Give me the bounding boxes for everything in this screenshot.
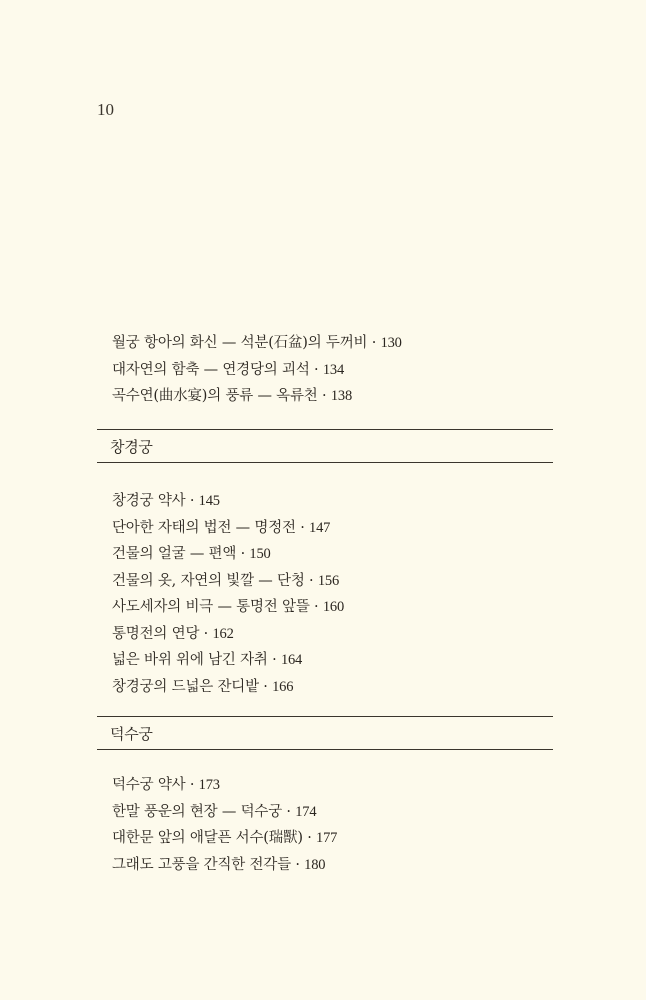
toc-entry-title: 통명전의 연당 ·	[112, 625, 213, 642]
toc-list	[112, 330, 402, 410]
toc-entry-title: 곡수연(曲水宴)의 풍류 — 옥류천 ·	[112, 388, 331, 404]
section-header-deoksugung	[97, 716, 553, 750]
toc-entry-title: 한말 풍운의 현장 — 덕수궁 ·	[112, 803, 296, 820]
toc-entry	[112, 852, 337, 879]
toc-entry-page: 166	[272, 678, 294, 695]
toc-entry	[112, 594, 344, 621]
toc-entry-page: 138	[330, 388, 352, 404]
section-header-changgyeonggung	[97, 429, 553, 463]
page-number: 10	[97, 100, 114, 119]
toc-entry	[112, 515, 344, 542]
toc-entry-title: 창경궁 약사 ·	[112, 493, 199, 509]
toc-entry-page: 134	[322, 361, 345, 378]
toc-entry-page: 147	[309, 519, 331, 536]
toc-entry-page: 160	[322, 599, 345, 615]
toc-entry-title: 월궁 항아의 화신 — 석분(石盆)의 두꺼비 ·	[112, 335, 381, 351]
toc-entry-page: 162	[212, 625, 234, 642]
toc-entry-title: 넓은 바위 위에 남긴 자취 ·	[112, 652, 281, 668]
toc-entry-page: 130	[380, 335, 402, 351]
toc-entry	[112, 772, 337, 799]
toc-entry-page: 150	[249, 546, 271, 562]
toc-entry-page: 164	[280, 652, 303, 668]
toc-entry	[112, 488, 344, 515]
toc-entry-title: 단아한 자태의 법전 — 명정전 ·	[112, 519, 310, 536]
toc-entry	[112, 825, 337, 852]
toc-entry	[112, 330, 402, 357]
toc-entry	[112, 357, 402, 384]
toc-entry-page: 156	[317, 572, 340, 589]
toc-entry-page: 174	[295, 803, 317, 820]
toc-list	[112, 772, 337, 878]
toc-entry	[112, 647, 344, 674]
toc-entry	[112, 568, 344, 595]
toc-entry-page: 177	[316, 830, 338, 846]
toc-entry	[112, 674, 344, 701]
section-title: 창경궁	[110, 438, 153, 456]
toc-entry-page: 180	[304, 856, 326, 873]
toc-entry-page: 173	[198, 777, 220, 793]
toc-entry-title: 대자연의 함축 — 연경당의 괴석 ·	[112, 361, 323, 378]
toc-entry	[112, 541, 344, 568]
toc-entry-title: 그래도 고풍을 간직한 전각들 ·	[112, 856, 305, 873]
toc-entry-title: 건물의 옷, 자연의 빛깔 — 단청 ·	[112, 572, 318, 589]
toc-entry-title: 대한문 앞의 애달픈 서수(瑞獸) ·	[112, 830, 317, 846]
toc-entry-title: 덕수궁 약사 ·	[112, 777, 199, 793]
toc-entry	[112, 621, 344, 648]
toc-entry	[112, 383, 402, 410]
toc-entry-page: 145	[198, 493, 220, 509]
toc-entry-title: 건물의 얼굴 — 편액 ·	[112, 546, 250, 562]
toc-entry-title: 창경궁의 드넓은 잔디밭 ·	[112, 678, 273, 695]
section-title: 덕수궁	[110, 725, 153, 743]
toc-entry-title: 사도세자의 비극 — 통명전 앞뜰 ·	[112, 599, 323, 615]
toc-list	[112, 488, 344, 700]
toc-entry	[112, 799, 337, 826]
